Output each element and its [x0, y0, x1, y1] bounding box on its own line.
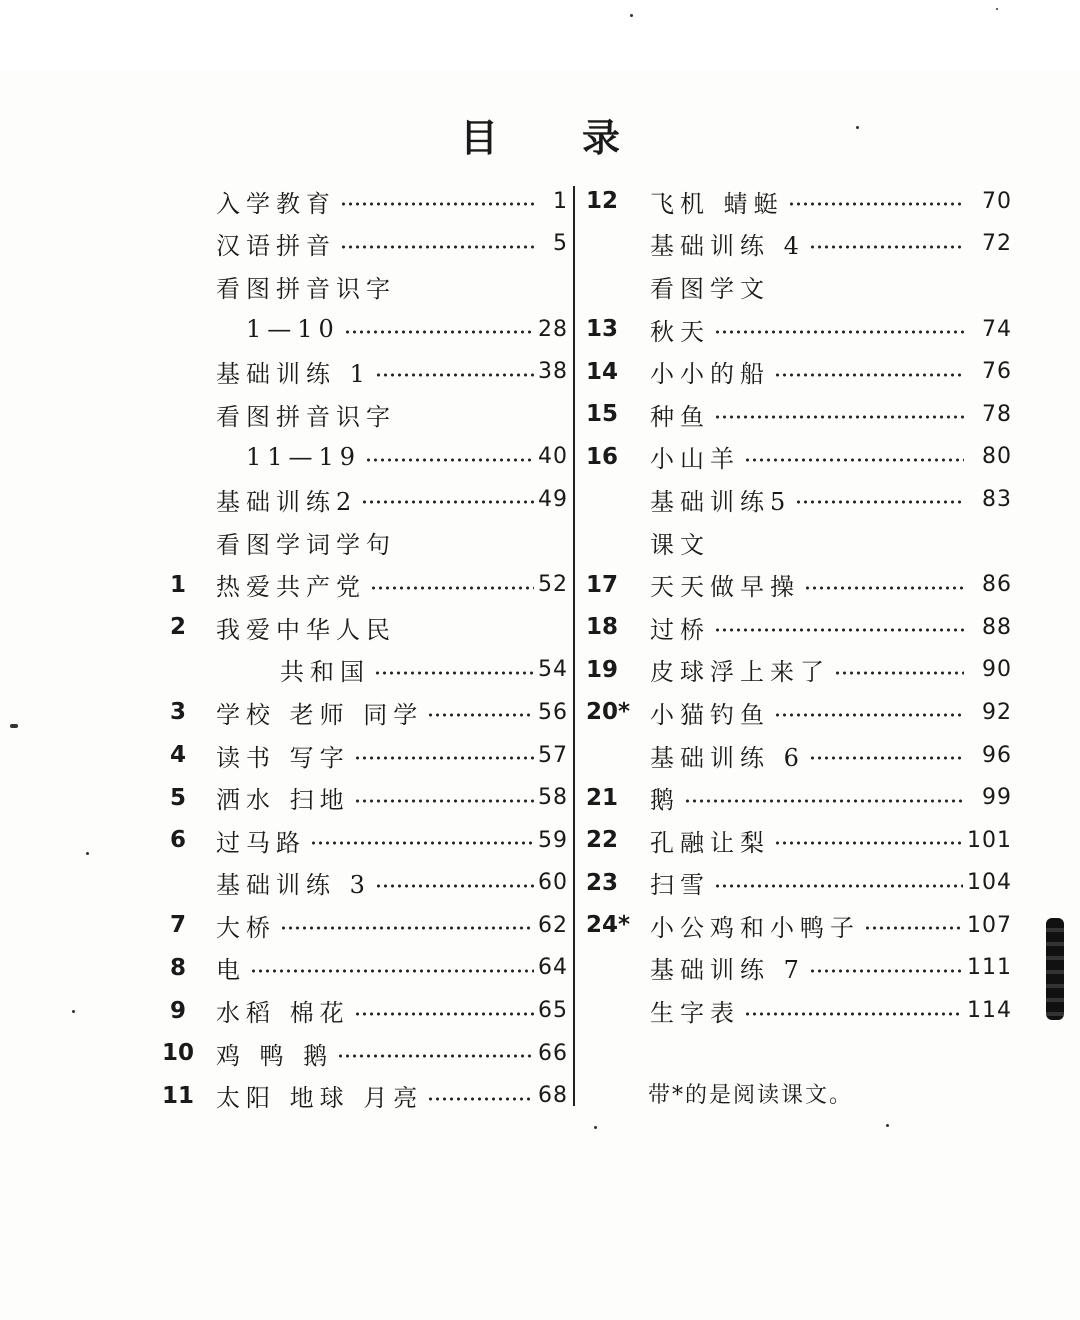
page-number: 38: [538, 359, 568, 385]
page-number: 1: [553, 188, 568, 214]
page-number: 114: [967, 998, 1012, 1024]
page-number: 90: [982, 657, 1012, 683]
page-number: 56: [538, 699, 568, 725]
page-number: 52: [538, 572, 568, 598]
toc-entry: [650, 908, 1012, 943]
toc-row: [582, 521, 1012, 564]
lesson-number: 9: [169, 997, 186, 1024]
lesson-number: 10: [161, 1040, 194, 1067]
lesson-number: 19: [586, 656, 619, 683]
toc-entry: [650, 567, 1012, 602]
dot-leader: [714, 415, 964, 419]
toc-row: [582, 862, 1012, 905]
entry-title: 基础训练 6: [650, 743, 805, 772]
toc-entry: [650, 354, 1012, 389]
toc-row: [582, 691, 1012, 734]
scan-speck: [594, 1126, 597, 1129]
dot-leader: [340, 202, 534, 206]
toc-row: [582, 393, 1012, 436]
title-char-1: 目: [459, 115, 498, 161]
toc-row: [582, 436, 1012, 479]
lesson-number: 4: [169, 742, 186, 769]
page-number: 74: [982, 316, 1012, 342]
dot-leader: [744, 1012, 963, 1016]
dot-leader: [774, 713, 964, 717]
lesson-number: 18: [586, 614, 619, 641]
scan-speck: [72, 1010, 75, 1013]
toc-entry: [216, 443, 568, 471]
page-number: 76: [982, 359, 1012, 385]
toc-entry: [216, 950, 568, 985]
lesson-number: 14: [586, 358, 619, 385]
page-number: 54: [538, 657, 568, 683]
dot-leader: [375, 884, 534, 888]
toc-row: [140, 563, 568, 606]
toc-entry: [650, 993, 1012, 1028]
lesson-number: 17: [586, 571, 619, 598]
binding-mark: [1046, 918, 1064, 1020]
entry-title: 生字表: [650, 999, 740, 1028]
toc-row: [582, 180, 1012, 223]
entry-title: 热爱共产党: [216, 573, 366, 602]
toc-row: [140, 180, 568, 223]
dot-leader: [809, 969, 963, 973]
page-number: 60: [538, 870, 568, 896]
scan-speck: [856, 126, 859, 129]
entry-title: 扫雪: [650, 871, 710, 900]
page-number: 99: [982, 785, 1012, 811]
toc-entry: [650, 312, 1012, 347]
toc-row: [582, 223, 1012, 266]
page-number: 62: [538, 912, 568, 938]
toc-row: [582, 563, 1012, 606]
toc-row: [140, 606, 568, 649]
page-number: 86: [982, 572, 1012, 598]
toc-entry: [216, 993, 568, 1028]
lesson-number: 23: [586, 869, 619, 896]
toc-entry: [216, 525, 568, 560]
toc-row: [582, 776, 1012, 819]
entry-title: 基础训练 1: [216, 360, 371, 389]
dot-leader: [250, 969, 534, 973]
toc-entry: [216, 695, 568, 730]
toc-entry: [216, 610, 568, 645]
column-divider: [573, 186, 575, 1106]
dot-leader: [280, 926, 534, 930]
entry-title: 基础训练 4: [650, 232, 805, 261]
entry-title: 汉语拼音: [216, 232, 336, 261]
entry-title: 秋天: [650, 317, 710, 346]
entry-title: 孔融让梨: [650, 828, 770, 857]
page-number: 68: [538, 1083, 568, 1109]
toc-row: [582, 947, 1012, 990]
page-number: 101: [967, 827, 1012, 853]
toc-entry: [216, 315, 568, 343]
entry-title: 种鱼: [650, 402, 710, 431]
toc-row: [140, 904, 568, 947]
scan-top-margin: [0, 0, 1080, 70]
toc-entry: [216, 354, 568, 389]
entry-title: 天天做早操: [650, 573, 800, 602]
toc-entry: [216, 865, 568, 900]
toc-entry: [650, 397, 1012, 432]
lesson-number: 7: [169, 912, 186, 939]
toc-entry: [216, 1036, 568, 1071]
toc-row: [140, 478, 568, 521]
toc-entry: [650, 780, 1012, 815]
page-number: 28: [538, 316, 568, 342]
toc-entry: [216, 482, 568, 517]
toc-entry: [650, 823, 1012, 858]
toc-entry: [216, 652, 568, 687]
page-number: 5: [553, 231, 568, 257]
toc-row: [140, 947, 568, 990]
lesson-number: 5: [169, 784, 186, 811]
toc-entry: [650, 269, 1012, 304]
entry-title: 过马路: [216, 828, 306, 857]
page-number: 72: [982, 231, 1012, 257]
entry-title: 基础训练 3: [216, 871, 371, 900]
dot-leader: [804, 586, 964, 590]
page-number: 40: [538, 444, 568, 470]
entry-title: 看图拼音识字: [216, 274, 396, 303]
toc-row: [140, 1074, 568, 1117]
toc-entry: [216, 567, 568, 602]
dot-leader: [788, 202, 964, 206]
dot-leader: [354, 1012, 534, 1016]
dot-leader: [774, 841, 963, 845]
entry-title: 小公鸡和小鸭子: [650, 913, 860, 942]
entry-title: 水稻 棉花: [216, 999, 350, 1028]
toc-entry: [650, 226, 1012, 261]
toc-entry: [650, 610, 1012, 645]
toc-row: [582, 819, 1012, 862]
toc-entry: [216, 908, 568, 943]
toc-row: [582, 265, 1012, 308]
entry-title: 我爱中华人民: [216, 615, 396, 644]
toc-entry: [650, 738, 1012, 773]
lesson-number: 8: [169, 954, 186, 981]
lesson-number: 21: [586, 784, 619, 811]
dot-leader: [809, 245, 964, 249]
dot-leader: [809, 756, 964, 760]
entry-title: 小小的船: [650, 360, 770, 389]
dot-leader: [344, 330, 534, 334]
page-number: 104: [967, 870, 1012, 896]
toc-entry: [650, 184, 1012, 219]
lesson-number: 24*: [586, 912, 631, 939]
toc-row: [140, 350, 568, 393]
entry-title: 鹅: [650, 786, 680, 815]
scan-speck: [630, 14, 633, 17]
entry-title: 大桥: [216, 913, 276, 942]
entry-title: 课文: [650, 530, 710, 559]
page-number: 78: [982, 401, 1012, 427]
entry-title: 看图学词学句: [216, 530, 396, 559]
dot-leader: [714, 330, 964, 334]
dot-leader: [375, 373, 534, 377]
dot-leader: [361, 500, 534, 504]
toc-row: [582, 350, 1012, 393]
scan-speck: [86, 852, 89, 855]
toc-row: [140, 265, 568, 308]
page-number: 64: [538, 955, 568, 981]
page-number: 58: [538, 785, 568, 811]
entry-title: 1—10: [246, 315, 340, 344]
lesson-number: 11: [161, 1082, 194, 1109]
lesson-number: 16: [586, 443, 619, 470]
toc-row: [582, 606, 1012, 649]
lesson-number: 15: [586, 401, 619, 428]
entry-title: 飞机 蜻蜓: [650, 189, 784, 218]
toc-entry: [216, 780, 568, 815]
page-number: 83: [982, 486, 1012, 512]
dot-leader: [354, 756, 534, 760]
dot-leader: [795, 500, 964, 504]
lesson-number: 20*: [586, 699, 631, 726]
dot-leader: [684, 799, 964, 803]
dot-leader: [354, 799, 534, 803]
entry-title: 小猫钓鱼: [650, 700, 770, 729]
dot-leader: [340, 245, 534, 249]
scan-speck: [10, 724, 18, 728]
toc-entry: [216, 1078, 568, 1113]
entry-title: 基础训练2: [216, 487, 358, 516]
page-number: 59: [538, 827, 568, 853]
entry-title: 学校 老师 同学: [216, 700, 424, 729]
entry-title: 读书 写字: [216, 743, 350, 772]
lesson-number: 22: [586, 827, 619, 854]
toc-row: [140, 308, 568, 351]
page-title: [0, 107, 1080, 162]
toc-row: [140, 649, 568, 692]
toc-entry: [650, 695, 1012, 730]
page-number: 107: [967, 912, 1012, 938]
toc-row: [140, 776, 568, 819]
page-number: 49: [538, 486, 568, 512]
entry-title: 小山羊: [650, 445, 740, 474]
lesson-number: 1: [169, 571, 186, 598]
dot-leader: [714, 884, 963, 888]
entry-title: 看图学文: [650, 274, 770, 303]
footnote: 带*的是阅读课文。: [648, 1083, 854, 1108]
page-number: 111: [967, 955, 1012, 981]
toc-row: [140, 691, 568, 734]
scan-speck: [996, 8, 998, 10]
entry-title: 皮球浮上来了: [650, 658, 830, 687]
dot-leader: [864, 926, 963, 930]
page-number: 57: [538, 742, 568, 768]
toc-entry: [650, 482, 1012, 517]
page-number: 80: [982, 444, 1012, 470]
dot-leader: [774, 373, 964, 377]
entry-title: 基础训练5: [650, 487, 792, 516]
lesson-number: 3: [169, 699, 186, 726]
page-number: 70: [982, 188, 1012, 214]
toc-row: [582, 308, 1012, 351]
dot-leader: [370, 586, 534, 590]
toc-row: [140, 734, 568, 777]
toc-entry: [650, 950, 1012, 985]
page-number: 65: [538, 998, 568, 1024]
toc-entry: [216, 184, 568, 219]
entry-title: 共和国: [280, 658, 370, 687]
lesson-number: 13: [586, 316, 619, 343]
entry-title: 基础训练 7: [650, 956, 805, 985]
toc-row: [140, 223, 568, 266]
dot-leader: [714, 628, 964, 632]
dot-leader: [374, 671, 534, 675]
entry-title: 看图拼音识字: [216, 402, 396, 431]
title-char-2: 录: [582, 115, 621, 161]
toc-entry: [216, 738, 568, 773]
toc-row: [140, 436, 568, 479]
toc-row: [582, 904, 1012, 947]
toc-row: [140, 521, 568, 564]
dot-leader: [365, 458, 534, 462]
toc-entry: [216, 397, 568, 432]
lesson-number: 2: [169, 614, 186, 641]
toc-row: [582, 478, 1012, 521]
page-number: 96: [982, 742, 1012, 768]
dot-leader: [310, 841, 534, 845]
entry-title: 太阳 地球 月亮: [216, 1084, 424, 1113]
toc-row: [582, 649, 1012, 692]
entry-title: 洒水 扫地: [216, 786, 350, 815]
toc-row: [140, 819, 568, 862]
toc-row: [140, 393, 568, 436]
dot-leader: [427, 1097, 534, 1101]
toc-entry: [650, 652, 1012, 687]
toc-right-column: [582, 180, 1012, 1032]
toc-row: [582, 989, 1012, 1032]
toc-row: [140, 862, 568, 905]
entry-title: 入学教育: [216, 189, 336, 218]
page-number: 66: [538, 1040, 568, 1066]
toc-entry: [216, 269, 568, 304]
entry-title: 11—19: [246, 442, 362, 471]
dot-leader: [337, 1054, 534, 1058]
lesson-number: 6: [169, 827, 186, 854]
toc-entry: [650, 525, 1012, 560]
entry-title: 电: [216, 956, 246, 985]
entry-title: 过桥: [650, 615, 710, 644]
entry-title: 鸡 鸭 鹅: [216, 1041, 334, 1070]
toc-entry: [650, 439, 1012, 474]
lesson-number: 12: [586, 188, 619, 215]
toc-row: [140, 1032, 568, 1075]
dot-leader: [744, 458, 964, 462]
toc-left-column: [140, 180, 568, 1117]
toc-entry: [216, 226, 568, 261]
toc-entry: [650, 865, 1012, 900]
toc-entry: [216, 823, 568, 858]
dot-leader: [834, 671, 964, 675]
page-number: 88: [982, 614, 1012, 640]
toc-row: [582, 734, 1012, 777]
toc-row: [140, 989, 568, 1032]
scan-speck: [886, 1124, 889, 1127]
page-number: 92: [982, 699, 1012, 725]
dot-leader: [427, 713, 534, 717]
